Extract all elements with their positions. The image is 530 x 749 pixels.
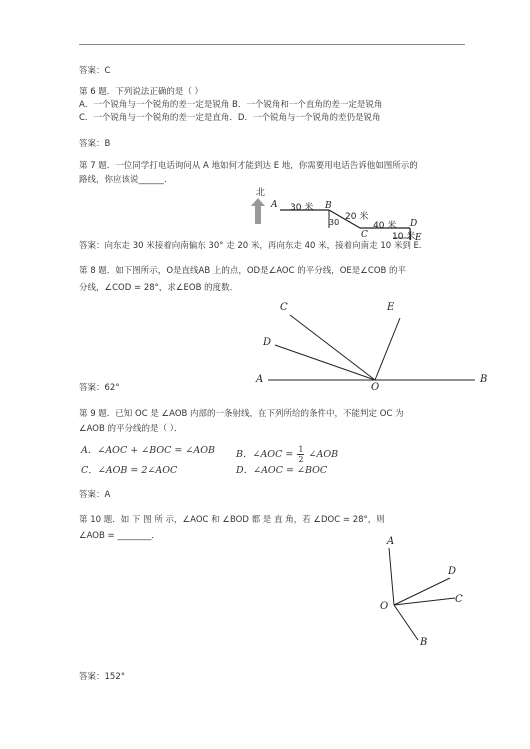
q10-label-o: O (380, 601, 389, 612)
q8-label-o: O (371, 382, 380, 393)
q10-label-b: B (420, 637, 428, 648)
q6-options-ab: A．一个锐角与一个锐角的差一定是锐角 B．一个锐角和一个直角的差一定是锐角 (79, 100, 383, 110)
route-label-c: C (361, 230, 368, 240)
route-label-e: E (415, 233, 422, 243)
q10-label-d: D (448, 566, 457, 577)
q8-stem-line1: 第 8 题．如下图所示，O是直线AB 上的点，OD是∠AOC 的平分线，OE是∠COB 的平 (79, 266, 407, 276)
answer-q6: 答案：B (79, 139, 111, 149)
route-label-b: B (325, 201, 332, 211)
q9-option-d: D．∠AOC = ∠BOC (236, 465, 328, 476)
q10-label-a: A (387, 536, 395, 547)
answer-q5: 答案：C (79, 66, 111, 76)
q7-stem-line1: 第 7 题．一位同学打电话询问从 A 地如何才能到达 E 地，你需要用电话告诉他如图所示的 (79, 161, 418, 171)
q6-stem: 第 6 题．下列说法正确的是（ ） (79, 87, 204, 97)
answer-q8: 答案：62° (79, 383, 120, 393)
north-label: 北 (256, 188, 266, 198)
q8-label-d: D (263, 337, 272, 348)
q6-options-cd: C．一个锐角与一个锐角的差一定是直角．D．一个锐角与一个锐角的差仍是锐角 (79, 113, 381, 123)
q10-stem-line1: 第 10 题．如 下 图 所 示，∠AOC 和 ∠BOD 都 是 直 角，若 ∠DOC = 28°，则 (79, 515, 385, 525)
distance-30m: 30 米 (290, 203, 314, 213)
answer-q9: 答案：A (79, 490, 111, 500)
q8-label-a: A (256, 374, 264, 385)
distance-20m: 20 米 (345, 212, 369, 222)
q9-stem-line2: ∠AOB 的平分线的是（ ）． (79, 424, 183, 434)
answer-q10: 答案：152° (79, 672, 125, 682)
q8-label-e: E (387, 302, 395, 313)
distance-10m: 10 米 (392, 232, 416, 242)
q8-label-b: B (480, 374, 488, 385)
fraction-half: $\frac{1}{2}$ (298, 445, 304, 464)
q9-stem-line1: 第 9 题．已知 OC 是 ∠AOB 内部的一条射线，在下列所给的条件中，不能判定 OC 为 (79, 409, 404, 419)
q9-option-c: C．∠AOB = 2∠AOC (81, 465, 178, 476)
q9-option-b: B．∠AOC = $\frac{1}{2}$ ∠AOB (236, 445, 339, 464)
route-label-a: A (271, 200, 278, 210)
q8-stem-line2: 分线，∠COD = 28°，求∠EOB 的度数． (79, 283, 239, 293)
q10-stem-line2: ∠AOB = ________． (79, 531, 160, 541)
q8-label-c: C (280, 302, 288, 313)
distance-40m: 40 米 (373, 221, 397, 231)
q10-label-c: C (455, 594, 463, 605)
q7-stem-line2: 路线，你应该说______． (79, 175, 173, 185)
route-label-d: D (410, 219, 418, 229)
q9-option-a: A．∠AOC + ∠BOC = ∠AOB (81, 445, 216, 456)
answer-q7: 答案：向东走 30 米接着向南偏东 30° 走 20 米，再向东走 40 米，接着向南走 10 米到 E． (79, 241, 428, 251)
angle-30-label: 30 (329, 218, 340, 227)
